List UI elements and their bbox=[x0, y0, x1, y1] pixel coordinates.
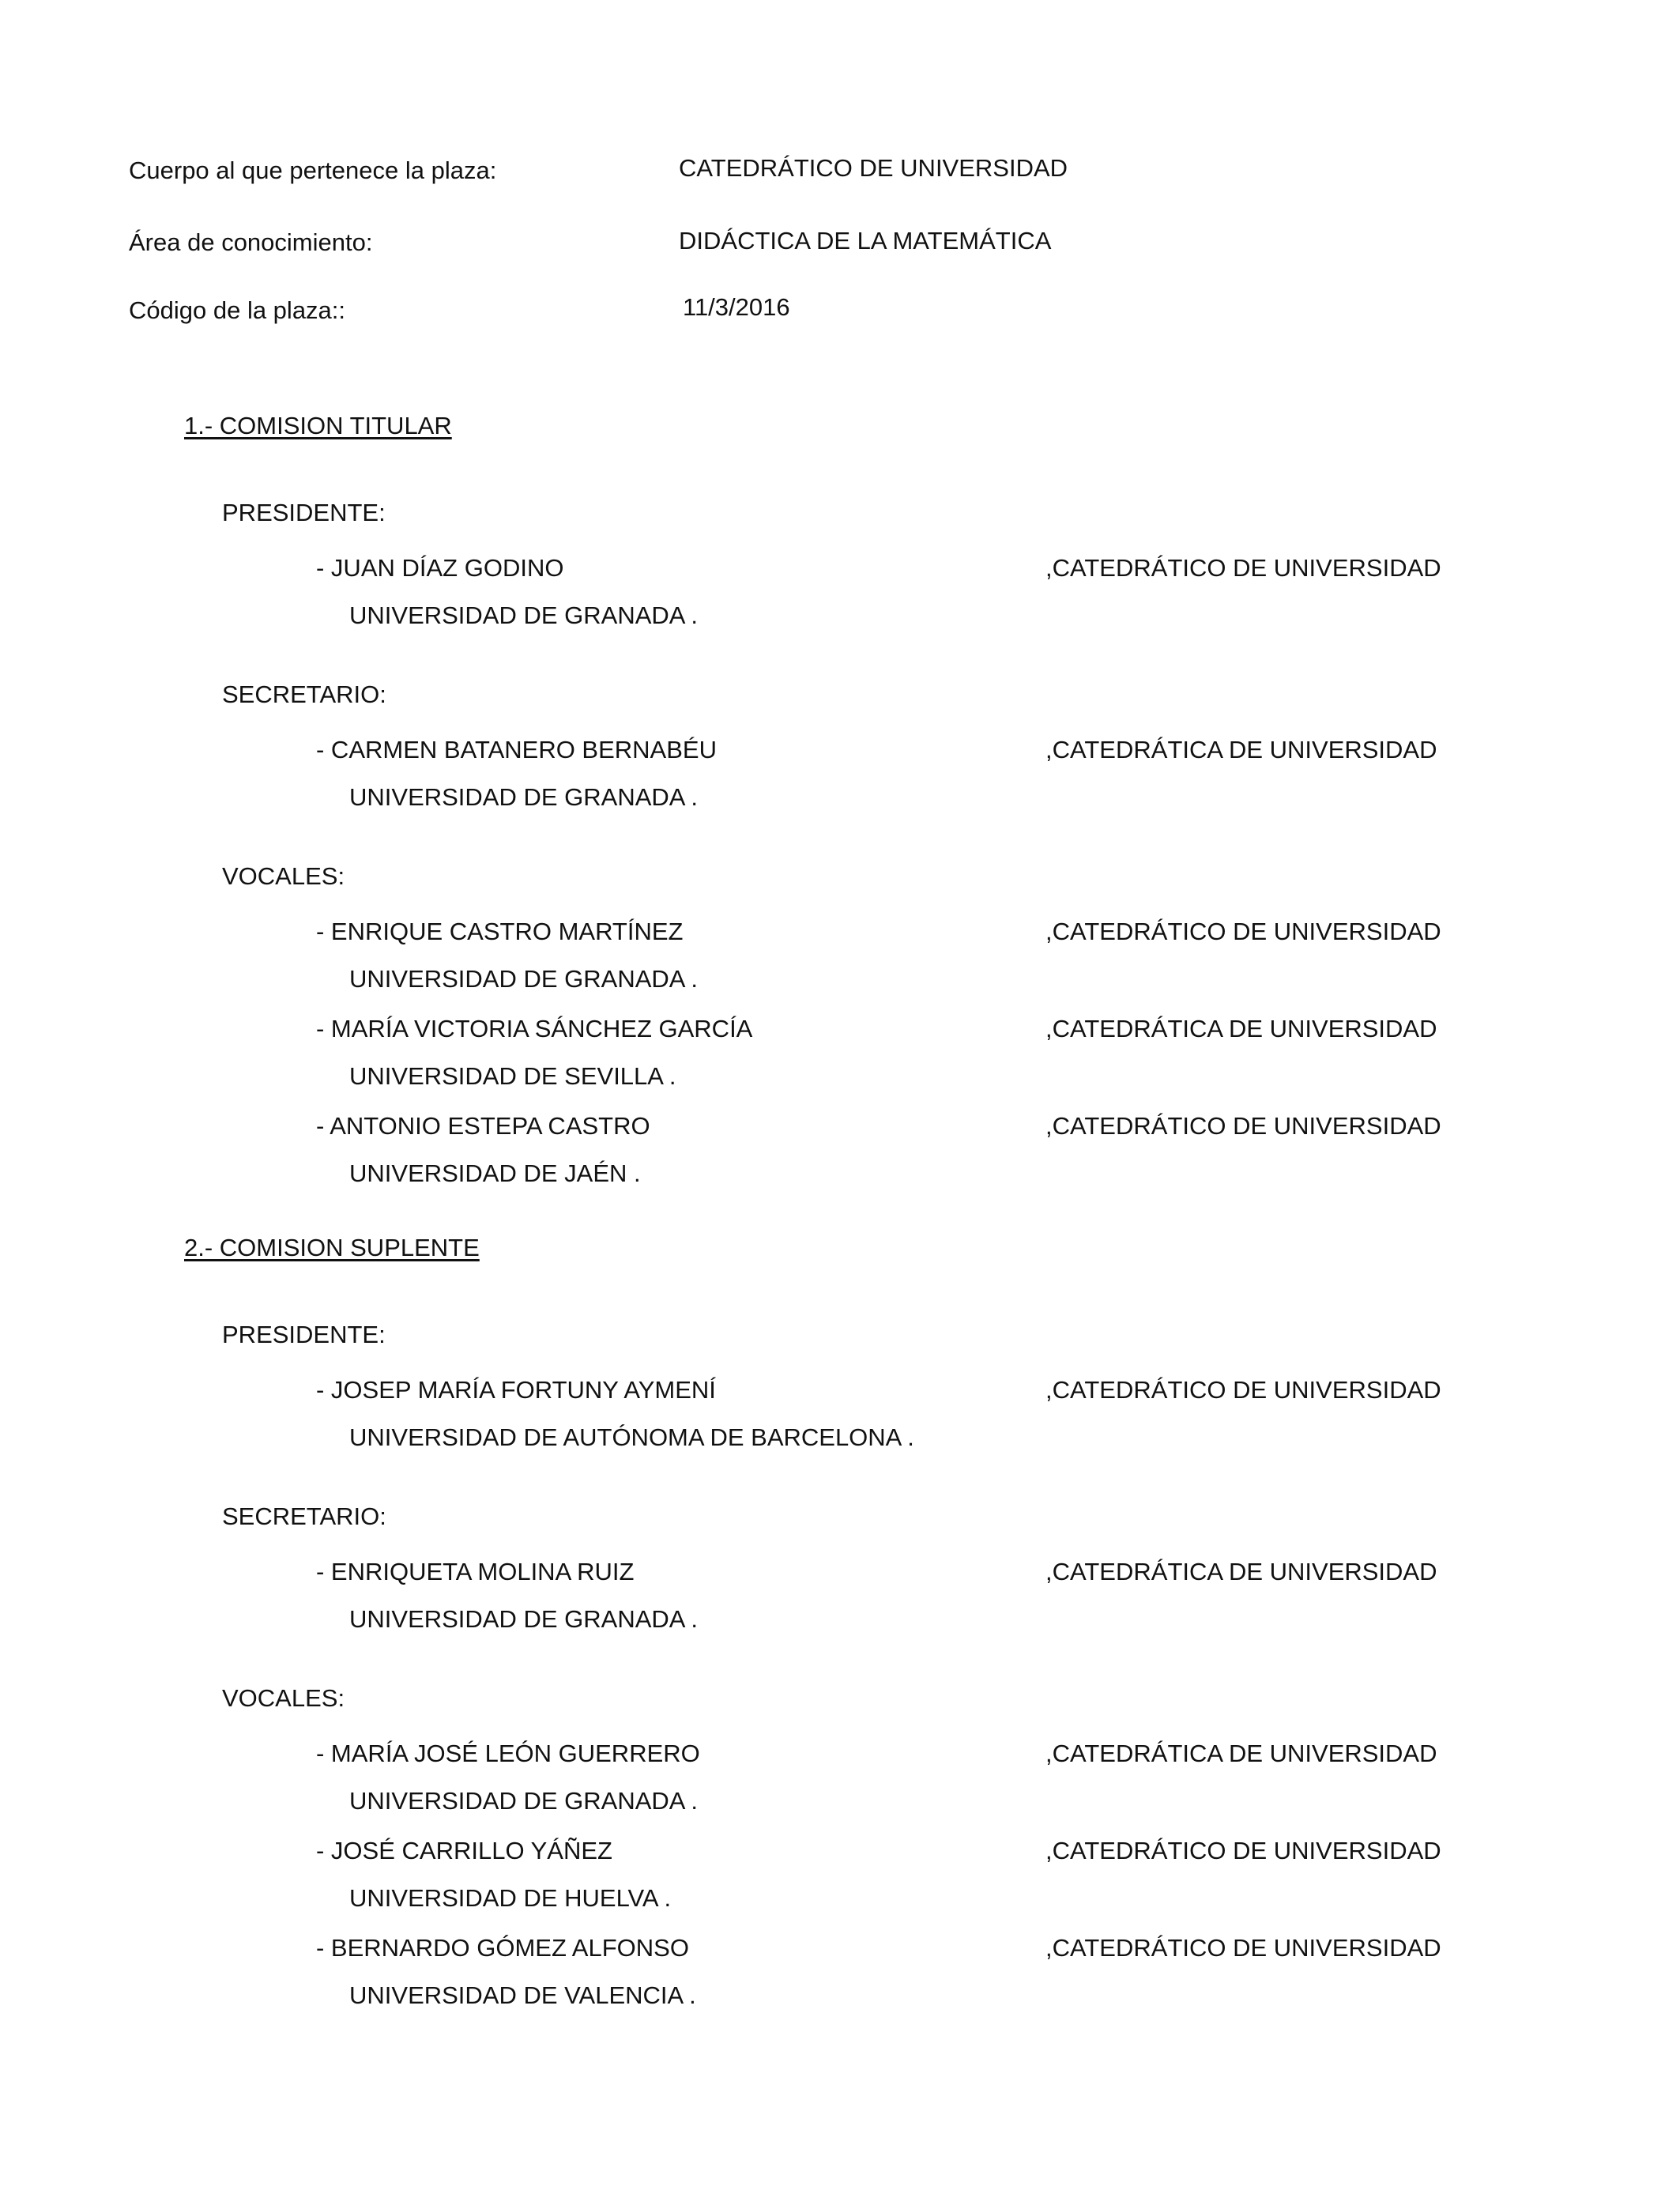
titular-vocal-university: UNIVERSIDAD DE GRANADA . bbox=[349, 965, 698, 993]
suplente-vocal-name: - JOSÉ CARRILLO YÁÑEZ bbox=[316, 1837, 612, 1864]
titular-vocal-name: - ENRIQUE CASTRO MARTÍNEZ bbox=[316, 918, 684, 945]
titular-vocales-label: VOCALES: bbox=[222, 862, 345, 890]
suplente-vocal-title: ,CATEDRÁTICO DE UNIVERSIDAD bbox=[1045, 1837, 1441, 1864]
titular-vocal-university: UNIVERSIDAD DE JAÉN . bbox=[349, 1159, 641, 1187]
suplente-presidente-name: - JOSEP MARÍA FORTUNY AYMENÍ bbox=[316, 1376, 716, 1404]
suplente-presidente-title: ,CATEDRÁTICO DE UNIVERSIDAD bbox=[1045, 1376, 1441, 1404]
cuerpo-value: CATEDRÁTICO DE UNIVERSIDAD bbox=[679, 154, 1068, 182]
titular-vocal-name: - MARÍA VICTORIA SÁNCHEZ GARCÍA bbox=[316, 1015, 753, 1042]
suplente-vocal-title: ,CATEDRÁTICO DE UNIVERSIDAD bbox=[1045, 1934, 1441, 1962]
titular-vocal-university: UNIVERSIDAD DE SEVILLA . bbox=[349, 1062, 676, 1090]
suplente-secretario-name: - ENRIQUETA MOLINA RUIZ bbox=[316, 1558, 635, 1585]
suplente-vocales-label: VOCALES: bbox=[222, 1684, 345, 1712]
titular-secretario-label: SECRETARIO: bbox=[222, 680, 386, 708]
suplente-vocal-university: UNIVERSIDAD DE HUELVA . bbox=[349, 1884, 672, 1912]
codigo-value: 11/3/2016 bbox=[683, 293, 790, 321]
titular-secretario-university: UNIVERSIDAD DE GRANADA . bbox=[349, 783, 698, 811]
suplente-presidente-label: PRESIDENTE: bbox=[222, 1321, 386, 1348]
titular-presidente-label: PRESIDENTE: bbox=[222, 499, 386, 526]
titular-vocal-name: - ANTONIO ESTEPA CASTRO bbox=[316, 1112, 650, 1140]
suplente-vocal-university: UNIVERSIDAD DE GRANADA . bbox=[349, 1787, 698, 1815]
suplente-vocal-title: ,CATEDRÁTICA DE UNIVERSIDAD bbox=[1045, 1740, 1437, 1767]
area-value: DIDÁCTICA DE LA MATEMÁTICA bbox=[679, 227, 1052, 254]
suplente-presidente-university: UNIVERSIDAD DE AUTÓNOMA DE BARCELONA . bbox=[349, 1423, 914, 1451]
suplente-heading: 2.- COMISION SUPLENTE bbox=[184, 1234, 480, 1261]
suplente-secretario-university: UNIVERSIDAD DE GRANADA . bbox=[349, 1605, 698, 1633]
titular-secretario-name: - CARMEN BATANERO BERNABÉU bbox=[316, 736, 717, 763]
titular-vocal-title: ,CATEDRÁTICO DE UNIVERSIDAD bbox=[1045, 1112, 1441, 1140]
suplente-secretario-title: ,CATEDRÁTICA DE UNIVERSIDAD bbox=[1045, 1558, 1437, 1585]
suplente-secretario-label: SECRETARIO: bbox=[222, 1502, 386, 1530]
titular-vocal-title: ,CATEDRÁTICA DE UNIVERSIDAD bbox=[1045, 1015, 1437, 1042]
titular-heading: 1.- COMISION TITULAR bbox=[184, 412, 452, 439]
suplente-vocal-name: - MARÍA JOSÉ LEÓN GUERRERO bbox=[316, 1740, 700, 1767]
area-label: Área de conocimiento: bbox=[129, 228, 373, 256]
suplente-vocal-name: - BERNARDO GÓMEZ ALFONSO bbox=[316, 1934, 689, 1962]
titular-secretario-title: ,CATEDRÁTICA DE UNIVERSIDAD bbox=[1045, 736, 1437, 763]
titular-presidente-title: ,CATEDRÁTICO DE UNIVERSIDAD bbox=[1045, 554, 1441, 582]
titular-vocal-title: ,CATEDRÁTICO DE UNIVERSIDAD bbox=[1045, 918, 1441, 945]
titular-presidente-name: - JUAN DÍAZ GODINO bbox=[316, 554, 564, 582]
titular-presidente-university: UNIVERSIDAD DE GRANADA . bbox=[349, 601, 698, 629]
codigo-label: Código de la plaza:: bbox=[129, 296, 346, 324]
cuerpo-label: Cuerpo al que pertenece la plaza: bbox=[129, 156, 497, 184]
suplente-vocal-university: UNIVERSIDAD DE VALENCIA . bbox=[349, 1981, 696, 2009]
